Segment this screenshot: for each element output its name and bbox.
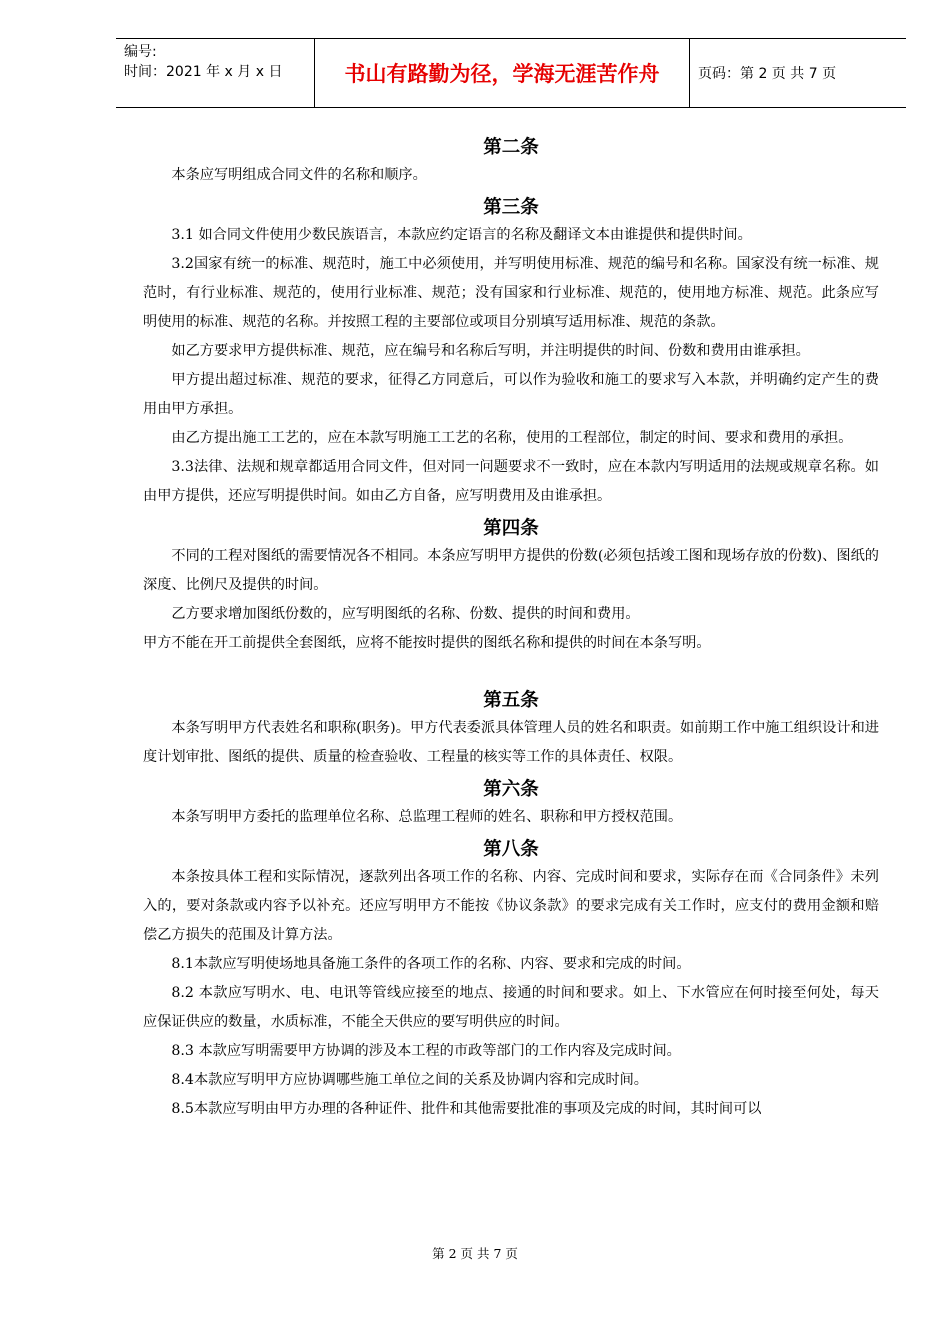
paragraph: 8.4本款应写明甲方应协调哪些施工单位之间的关系及协调内容和完成时间。 bbox=[171, 1072, 648, 1088]
header-meta bbox=[116, 39, 315, 107]
paragraph: 不同的工程对图纸的需要情况各不相同。本条应写明甲方提供的份数(必须包括竣工图和现场存放的份数)、图纸的深度、比例尺及提供的时间。 bbox=[143, 548, 879, 593]
paragraph: 8.2 本款应写明水、电、电讯等管线应接至的地点、接通的时间和要求。如上、下水管应在何时接至何处，每天应保证供应的数量，水质标准，不能全天供应的要写明供应的时间。 bbox=[143, 985, 879, 1030]
paragraph: 本条按具体工程和实际情况，逐款列出各项工作的名称、内容、完成时间和要求，实际存在而《合同条件》未列入的，要对条款或内容予以补充。还应写明甲方不能按《协议条款》的要求完成有关工作时，应支付的费用金额和赔偿乙方损失的范围及计算方法。 bbox=[143, 869, 879, 943]
paragraph: 本条写明甲方委托的监理单位名称、总监理工程师的姓名、职称和甲方授权范围。 bbox=[171, 809, 683, 825]
paragraph: 8.5本款应写明由甲方办理的各种证件、批件和其他需要批准的事项及完成的时间，其时间可以 bbox=[171, 1101, 762, 1117]
paragraph: 本条写明甲方代表姓名和职称(职务)。甲方代表委派具体管理人员的姓名和职责。如前期工作中施工组织设计和进度计划审批、图纸的提供、质量的检查验收、工程量的核实等工作的具体责任、权限。 bbox=[143, 720, 879, 765]
document-body bbox=[143, 130, 879, 1124]
section-heading: 第六条 bbox=[483, 779, 539, 800]
section-heading: 第三条 bbox=[483, 197, 539, 218]
paragraph: 本条应写明组成合同文件的名称和顺序。 bbox=[171, 167, 427, 183]
section-heading: 第四条 bbox=[483, 518, 539, 539]
section-heading: 第五条 bbox=[483, 690, 539, 711]
page-footer: 第 2 页 共 7 页 bbox=[432, 1246, 518, 1261]
paragraph: 8.3 本款应写明需要甲方协调的涉及本工程的市政等部门的工作内容及完成时间。 bbox=[171, 1043, 681, 1059]
paragraph: 甲方不能在开工前提供全套图纸，应将不能按时提供的图纸名称和提供的时间在本条写明。 bbox=[143, 635, 711, 651]
paragraph: 乙方要求增加图纸份数的，应写明图纸的名称、份数、提供的时间和费用。 bbox=[171, 606, 640, 622]
document-time: 时间：2021 年 x 月 x 日 bbox=[124, 64, 283, 80]
header-motto: 书山有路勤为径，学海无涯苦作舟 bbox=[315, 39, 690, 107]
header-page-number: 页码：第 2 页 共 7 页 bbox=[698, 66, 837, 82]
section-heading: 第二条 bbox=[483, 137, 539, 158]
paragraph: 3.3法律、法规和规章都适用合同文件，但对同一问题要求不一致时，应在本款内写明适用的法规或规章名称。如由甲方提供，还应写明提供时间。如由乙方自备，应写明费用及由谁承担。 bbox=[143, 459, 879, 504]
document-number-label: 编号: bbox=[124, 44, 157, 60]
paragraph: 8.1本款应写明使场地具备施工条件的各项工作的名称、内容、要求和完成的时间。 bbox=[171, 956, 691, 972]
paragraph: 3.2国家有统一的标准、规范时，施工中必须使用，并写明使用标准、规范的编号和名称。国家没有统一标准、规范时，有行业标准、规范的，使用行业标准、规范；没有国家和行业标准、规范的，使用地方标准、规范。此条应写明使用的标准、规范的名称。并按照工程的主要部位或项目分别填写适用标准、规范的条款。 bbox=[143, 256, 879, 330]
paragraph: 甲方提出超过标准、规范的要求，征得乙方同意后，可以作为验收和施工的要求写入本款，并明确约定产生的费用由甲方承担。 bbox=[143, 372, 879, 417]
page-header bbox=[116, 38, 906, 108]
paragraph: 由乙方提出施工工艺的，应在本款写明施工工艺的名称，使用的工程部位，制定的时间、要求和费用的承担。 bbox=[171, 430, 853, 446]
spacer bbox=[143, 658, 879, 683]
section-heading: 第八条 bbox=[483, 839, 539, 860]
paragraph: 如乙方要求甲方提供标准、规范，应在编号和名称后写明，并注明提供的时间、份数和费用由谁承担。 bbox=[171, 343, 810, 359]
paragraph: 3.1 如合同文件使用少数民族语言，本款应约定语言的名称及翻译文本由谁提供和提供时间。 bbox=[171, 227, 752, 243]
